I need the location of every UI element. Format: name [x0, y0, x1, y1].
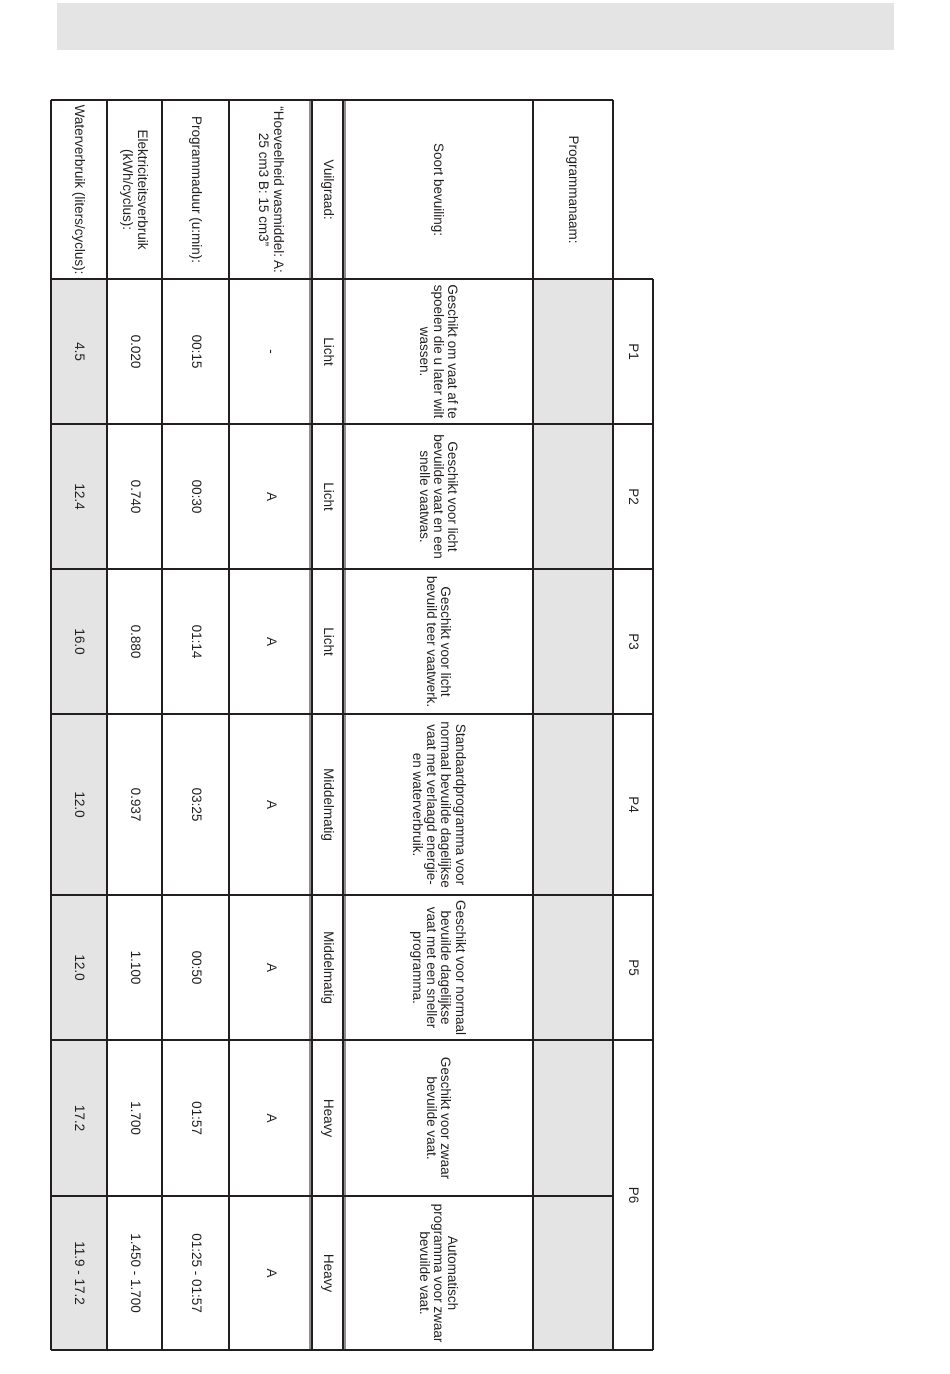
- cell-water-1: 4.5: [72, 342, 88, 361]
- cell-detergent-7: A: [263, 1268, 279, 1278]
- cell-duration-3: 01:14: [188, 624, 204, 659]
- cell-duration-1: 00:15: [188, 334, 204, 369]
- row-header-electricity: Elektriciteitsverbruik (kWh/cyclus):: [120, 129, 150, 250]
- program-number-2: P2: [626, 488, 642, 505]
- cell-water-2: 12.4: [72, 483, 88, 510]
- cell-soil-level-6: Heavy: [320, 1098, 336, 1138]
- cell-electricity-6: 1.700: [127, 1101, 143, 1135]
- cell-water-7: 11.9 - 17.2: [72, 1241, 88, 1305]
- cell-electricity-2: 0.740: [127, 479, 143, 514]
- cell-detergent-2: A: [263, 491, 279, 501]
- cell-soil-level-5: Middelmatig: [320, 931, 336, 1004]
- program-number-4: P4: [626, 796, 642, 813]
- cell-soil-type-1: Geschikt om vaat af te spoelen die u later wilt wassen.: [416, 284, 461, 419]
- cell-detergent-1: -: [263, 349, 279, 354]
- cell-soil-type-6: Geschikt voor zwaar bevuilde vaat.: [424, 1056, 454, 1180]
- cell-detergent-4: A: [263, 799, 279, 809]
- cell-electricity-5: 1.100: [127, 950, 143, 985]
- program-number-5: P5: [626, 959, 642, 976]
- cell-duration-4: 03:25: [188, 787, 204, 822]
- cell-water-5: 12.0: [72, 954, 88, 981]
- cell-soil-type-3: Geschikt voor licht bevuild teer vaatwerk.: [424, 575, 454, 708]
- row-header-duration: Programmaduur (u:min):: [188, 115, 204, 264]
- cell-soil-level-3: Licht: [320, 627, 336, 656]
- cell-electricity-4: 0.937: [127, 787, 143, 822]
- row-header-program-name: Programmanaam:: [566, 135, 582, 244]
- row-header-soil-level: Vuilgraad:: [320, 159, 336, 220]
- cell-soil-type-5: Geschikt voor normaal bevuilde dagelijkse vaat met een sneller programma.: [409, 899, 468, 1036]
- cell-duration-2: 00:30: [188, 479, 204, 514]
- cell-electricity-1: 0.020: [127, 334, 143, 369]
- cell-detergent-3: A: [263, 636, 279, 646]
- cell-soil-level-1: Licht: [320, 337, 336, 366]
- row-header-soil-type: Soort bevuiling:: [431, 142, 447, 237]
- program-number-3: P3: [626, 633, 642, 650]
- program-number-1: P1: [626, 343, 642, 360]
- cell-water-3: 16.0: [72, 628, 88, 655]
- cell-detergent-6: A: [263, 1113, 279, 1123]
- cell-electricity-3: 0.880: [127, 624, 143, 659]
- cell-duration-7: 01:25 - 01:57: [188, 1233, 204, 1313]
- row-header-water: Waterverbruik (liters/cyclus):: [72, 104, 88, 275]
- cell-duration-6: 01:57: [188, 1101, 204, 1135]
- cell-soil-type-7: Automatisch programma voor zwaar bevuilde vaat.: [416, 1203, 461, 1343]
- cell-duration-5: 00:50: [188, 950, 204, 985]
- program-number-6: P6: [626, 1186, 642, 1204]
- cell-water-4: 12.0: [72, 791, 88, 818]
- cell-soil-type-2: Geschikt voor licht bevuilde vaat en een snelle vaatwas.: [416, 434, 461, 559]
- cell-water-6: 17.2: [72, 1104, 88, 1132]
- cell-detergent-5: A: [263, 962, 279, 972]
- cell-soil-type-4: Standaardprogramma voor normaal bevuilde dagelijkse vaat met verlaagd energie- en waterverbruik.: [409, 721, 468, 888]
- cell-soil-level-7: Heavy: [320, 1253, 336, 1293]
- cell-electricity-7: 1.450 - 1.700: [127, 1233, 143, 1313]
- cell-soil-level-4: Middelmatig: [320, 768, 336, 841]
- row-header-detergent: “Hoeveelheid wasmiddel: A: 25 cm3 B: 15 cm3”: [256, 106, 286, 273]
- cell-soil-level-2: Licht: [320, 482, 336, 511]
